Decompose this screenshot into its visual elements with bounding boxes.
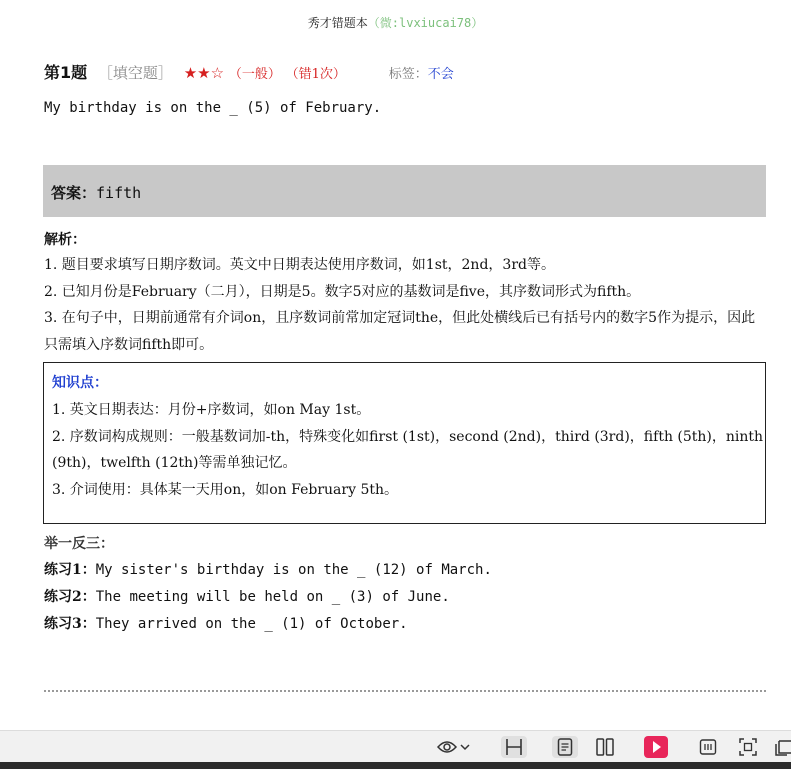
viewer-toolbar — [0, 730, 791, 763]
practice-item — [44, 611, 492, 638]
question-text: My birthday is on the _ (5) of February. — [44, 100, 382, 116]
practice-item — [44, 557, 492, 584]
analysis-line: 3. 在句子中，日期前通常有介词on，且序数词前常加定冠词the，但此处横线后已有括号内的数字5作为提示，因此只需填入序数词fifth即可。 — [44, 310, 756, 353]
difficulty-label: （一般） — [228, 67, 281, 82]
knowledge-title: 知识点： — [52, 375, 108, 391]
analysis-line: 2. 已知月份是February（二月），日期是5。数字5对应的基数词是five，其序数词形式为fifth。 — [44, 283, 641, 300]
taskbar-edge — [0, 762, 791, 769]
screenshot-icon[interactable] — [735, 736, 761, 758]
practice-title: 举一反三： — [44, 536, 114, 552]
question-number: 第1题 — [44, 63, 88, 82]
page-end-divider — [44, 690, 766, 692]
two-page-icon[interactable] — [592, 736, 618, 758]
practice-item — [44, 584, 492, 611]
page-number-icon[interactable] — [695, 736, 721, 758]
analysis-title: 解析： — [44, 232, 86, 248]
practice-text: The meeting will be held on _ (3) of June. — [95, 589, 450, 605]
eye-icon[interactable] — [436, 736, 458, 758]
knowledge-line: 2. 序数词构成规则：一般基数词加-th，特殊变化如first (1st)，second (2nd)，third (3rd)，fifth (5th)，ninth (9th)，twelfth (12th)等需单独记忆。 — [52, 428, 764, 471]
page-header — [0, 14, 791, 31]
header-title: 秀才错题本 — [307, 16, 368, 30]
practice-label: 练习2： — [44, 589, 96, 605]
analysis-body — [44, 252, 766, 358]
knowledge-box — [43, 362, 766, 524]
window-icon[interactable] — [775, 736, 791, 758]
practice-text: My sister's birthday is on the _ (12) of March. — [95, 562, 492, 578]
practice-text: They arrived on the _ (1) of October. — [95, 616, 408, 632]
knowledge-line: 1. 英文日期表达：月份+序数词，如on May 1st。 — [52, 402, 371, 418]
answer-box — [43, 165, 766, 217]
fit-width-icon[interactable] — [501, 736, 527, 758]
answer-label: 答案： — [51, 184, 97, 202]
knowledge-line: 3. 介词使用：具体某一天用on，如on February 5th。 — [52, 481, 399, 498]
difficulty-stars: ★★☆ — [183, 64, 225, 82]
question-header — [44, 60, 454, 83]
chevron-down-icon[interactable] — [459, 736, 471, 758]
error-count: （错1次） — [285, 67, 346, 82]
practice-list — [44, 557, 492, 638]
tag-label: 标签： — [388, 67, 428, 82]
play-icon[interactable] — [643, 736, 669, 758]
analysis-line: 1. 题目要求填写日期序数词。英文中日期表达使用序数词，如1st，2nd，3rd等。 — [44, 257, 555, 273]
tag-value: 不会 — [427, 67, 454, 82]
practice-label: 练习3： — [44, 616, 96, 632]
header-wechat: （微:lvxiucai78） — [367, 16, 484, 30]
answer-value: fifth — [96, 184, 142, 202]
document-icon[interactable] — [552, 736, 578, 758]
practice-label: 练习1： — [44, 562, 96, 578]
question-type: ［填空题］ — [97, 64, 173, 82]
